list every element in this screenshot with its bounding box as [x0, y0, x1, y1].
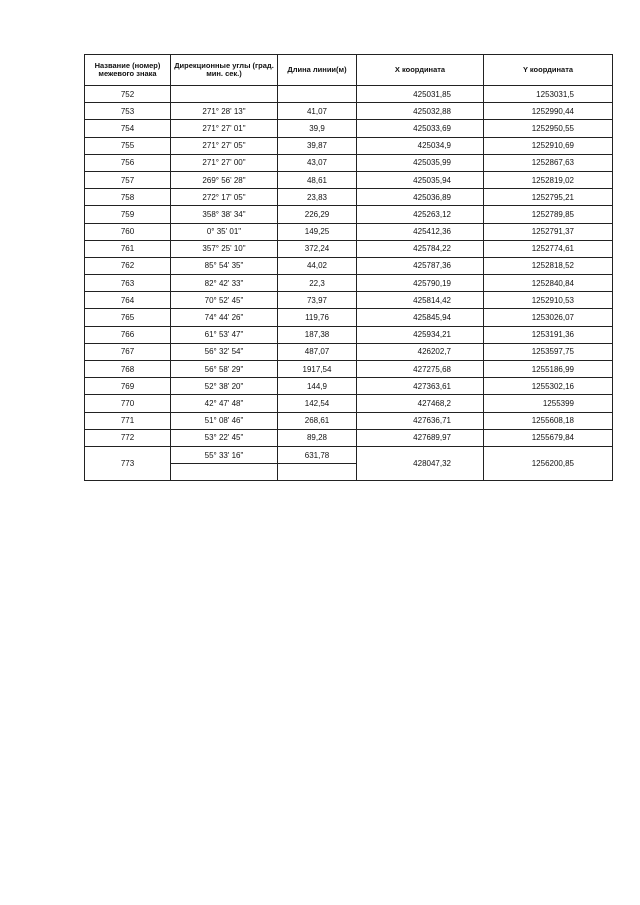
header-name: Название (номер) межевого знака	[85, 55, 171, 86]
mark-name-cell: 759	[85, 206, 171, 223]
direction-cell: 56° 32' 54"	[171, 343, 278, 360]
length-cell: 39,9	[278, 120, 357, 137]
direction-cell: 0° 35' 01"	[171, 223, 278, 240]
x-coordinate-cell: 425034,9	[357, 137, 484, 154]
x-coordinate-cell: 425784,22	[357, 240, 484, 257]
length-cell: 144,9	[278, 378, 357, 395]
mark-name-cell: 770	[85, 395, 171, 412]
x-coordinate-cell: 428047,32	[357, 446, 484, 480]
length-cell: 39,87	[278, 137, 357, 154]
x-coordinate-cell: 425845,94	[357, 309, 484, 326]
y-coordinate-cell: 1255679,84	[484, 429, 613, 446]
table-row	[85, 86, 613, 103]
x-coordinate-cell: 425032,88	[357, 103, 484, 120]
length-cell: 119,76	[278, 309, 357, 326]
mark-name-cell: 767	[85, 343, 171, 360]
length-cell: 23,83	[278, 189, 357, 206]
direction-cell: 82° 42' 33"	[171, 275, 278, 292]
header-y: Y координата	[484, 55, 613, 86]
direction-cell: 56° 58' 29"	[171, 361, 278, 378]
y-coordinate-cell: 1252791,37	[484, 223, 613, 240]
mark-name-cell: 766	[85, 326, 171, 343]
mark-name-cell: 754	[85, 120, 171, 137]
y-coordinate-cell: 1252910,53	[484, 292, 613, 309]
y-coordinate-cell: 1255186,99	[484, 361, 613, 378]
x-coordinate-cell: 425031,85	[357, 86, 484, 103]
mark-name-cell: 768	[85, 361, 171, 378]
y-coordinate-cell: 1252867,63	[484, 154, 613, 171]
header-x: X координата	[357, 55, 484, 86]
y-coordinate-cell: 1255608,18	[484, 412, 613, 429]
direction-cell: 85° 54' 35"	[171, 257, 278, 274]
direction-cell: 74° 44' 26"	[171, 309, 278, 326]
mark-name-cell: 756	[85, 154, 171, 171]
y-coordinate-cell: 1252819,02	[484, 171, 613, 188]
direction-cell	[171, 464, 278, 481]
direction-cell	[171, 86, 278, 103]
direction-cell: 61° 53' 47"	[171, 326, 278, 343]
length-cell	[278, 464, 357, 481]
x-coordinate-cell: 427275,68	[357, 361, 484, 378]
table-header-row	[85, 55, 613, 86]
y-coordinate-cell: 1253026,07	[484, 309, 613, 326]
y-coordinate-cell: 1252910,69	[484, 137, 613, 154]
mark-name-cell: 761	[85, 240, 171, 257]
y-coordinate-cell: 1253191,36	[484, 326, 613, 343]
y-coordinate-cell: 1253031,5	[484, 86, 613, 103]
header-length: Длина линии(м)	[278, 55, 357, 86]
length-cell: 226,29	[278, 206, 357, 223]
x-coordinate-cell: 425035,99	[357, 154, 484, 171]
length-cell: 48,61	[278, 171, 357, 188]
direction-cell: 271° 27' 01"	[171, 120, 278, 137]
length-cell: 487,07	[278, 343, 357, 360]
y-coordinate-cell: 1255399	[484, 395, 613, 412]
x-coordinate-cell: 427363,61	[357, 378, 484, 395]
direction-cell: 271° 27' 00"	[171, 154, 278, 171]
direction-cell: 52° 38' 20"	[171, 378, 278, 395]
y-coordinate-cell: 1252840,84	[484, 275, 613, 292]
direction-cell: 51° 08' 46"	[171, 412, 278, 429]
x-coordinate-cell: 427636,71	[357, 412, 484, 429]
mark-name-cell: 772	[85, 429, 171, 446]
x-coordinate-cell: 425787,36	[357, 257, 484, 274]
mark-name-cell: 760	[85, 223, 171, 240]
y-coordinate-cell: 1255302,16	[484, 378, 613, 395]
mark-name-cell: 771	[85, 412, 171, 429]
direction-cell: 42° 47' 48"	[171, 395, 278, 412]
y-coordinate-cell: 1252789,85	[484, 206, 613, 223]
y-coordinate-cell: 1253597,75	[484, 343, 613, 360]
x-coordinate-cell: 425036,89	[357, 189, 484, 206]
x-coordinate-cell: 425035,94	[357, 171, 484, 188]
header-direction: Дирекционные углы (град. мин. сек.)	[171, 55, 278, 86]
y-coordinate-cell: 1252795,21	[484, 189, 613, 206]
length-cell: 1917,54	[278, 361, 357, 378]
x-coordinate-cell: 425814,42	[357, 292, 484, 309]
length-cell: 149,25	[278, 223, 357, 240]
length-cell: 268,61	[278, 412, 357, 429]
y-coordinate-cell: 1252990,44	[484, 103, 613, 120]
direction-cell: 269° 56' 28"	[171, 171, 278, 188]
length-cell: 41,07	[278, 103, 357, 120]
length-cell: 372,24	[278, 240, 357, 257]
direction-cell: 55° 33' 16"	[171, 446, 278, 463]
length-cell: 187,38	[278, 326, 357, 343]
y-coordinate-cell: 1252818,52	[484, 257, 613, 274]
mark-name-cell: 764	[85, 292, 171, 309]
direction-cell: 53° 22' 45"	[171, 429, 278, 446]
x-coordinate-cell: 425263,12	[357, 206, 484, 223]
direction-cell: 358° 38' 34"	[171, 206, 278, 223]
x-coordinate-cell: 425790,19	[357, 275, 484, 292]
length-cell	[278, 86, 357, 103]
mark-name-cell: 755	[85, 137, 171, 154]
y-coordinate-cell: 1252950,55	[484, 120, 613, 137]
length-cell: 43,07	[278, 154, 357, 171]
y-coordinate-cell: 1256200,85	[484, 446, 613, 480]
mark-name-cell: 765	[85, 309, 171, 326]
mark-name-cell: 758	[85, 189, 171, 206]
length-cell: 631,78	[278, 446, 357, 463]
x-coordinate-cell: 427468,2	[357, 395, 484, 412]
length-cell: 142,54	[278, 395, 357, 412]
length-cell: 44,02	[278, 257, 357, 274]
mark-name-cell: 762	[85, 257, 171, 274]
direction-cell: 271° 27' 05"	[171, 137, 278, 154]
x-coordinate-cell: 427689,97	[357, 429, 484, 446]
boundary-marks-table	[84, 54, 613, 481]
y-coordinate-cell: 1252774,61	[484, 240, 613, 257]
length-cell: 22,3	[278, 275, 357, 292]
length-cell: 89,28	[278, 429, 357, 446]
mark-name-cell: 752	[85, 86, 171, 103]
mark-name-cell: 753	[85, 103, 171, 120]
direction-cell: 70° 52' 45"	[171, 292, 278, 309]
table-body	[85, 86, 613, 481]
direction-cell: 271° 28' 13"	[171, 103, 278, 120]
mark-name-cell: 769	[85, 378, 171, 395]
x-coordinate-cell: 426202,7	[357, 343, 484, 360]
x-coordinate-cell: 425412,36	[357, 223, 484, 240]
x-coordinate-cell: 425934,21	[357, 326, 484, 343]
direction-cell: 272° 17' 05"	[171, 189, 278, 206]
length-cell: 73,97	[278, 292, 357, 309]
direction-cell: 357° 25' 10"	[171, 240, 278, 257]
mark-name-cell: 763	[85, 275, 171, 292]
mark-name-cell: 757	[85, 171, 171, 188]
mark-name-cell: 773	[85, 446, 171, 480]
x-coordinate-cell: 425033,69	[357, 120, 484, 137]
